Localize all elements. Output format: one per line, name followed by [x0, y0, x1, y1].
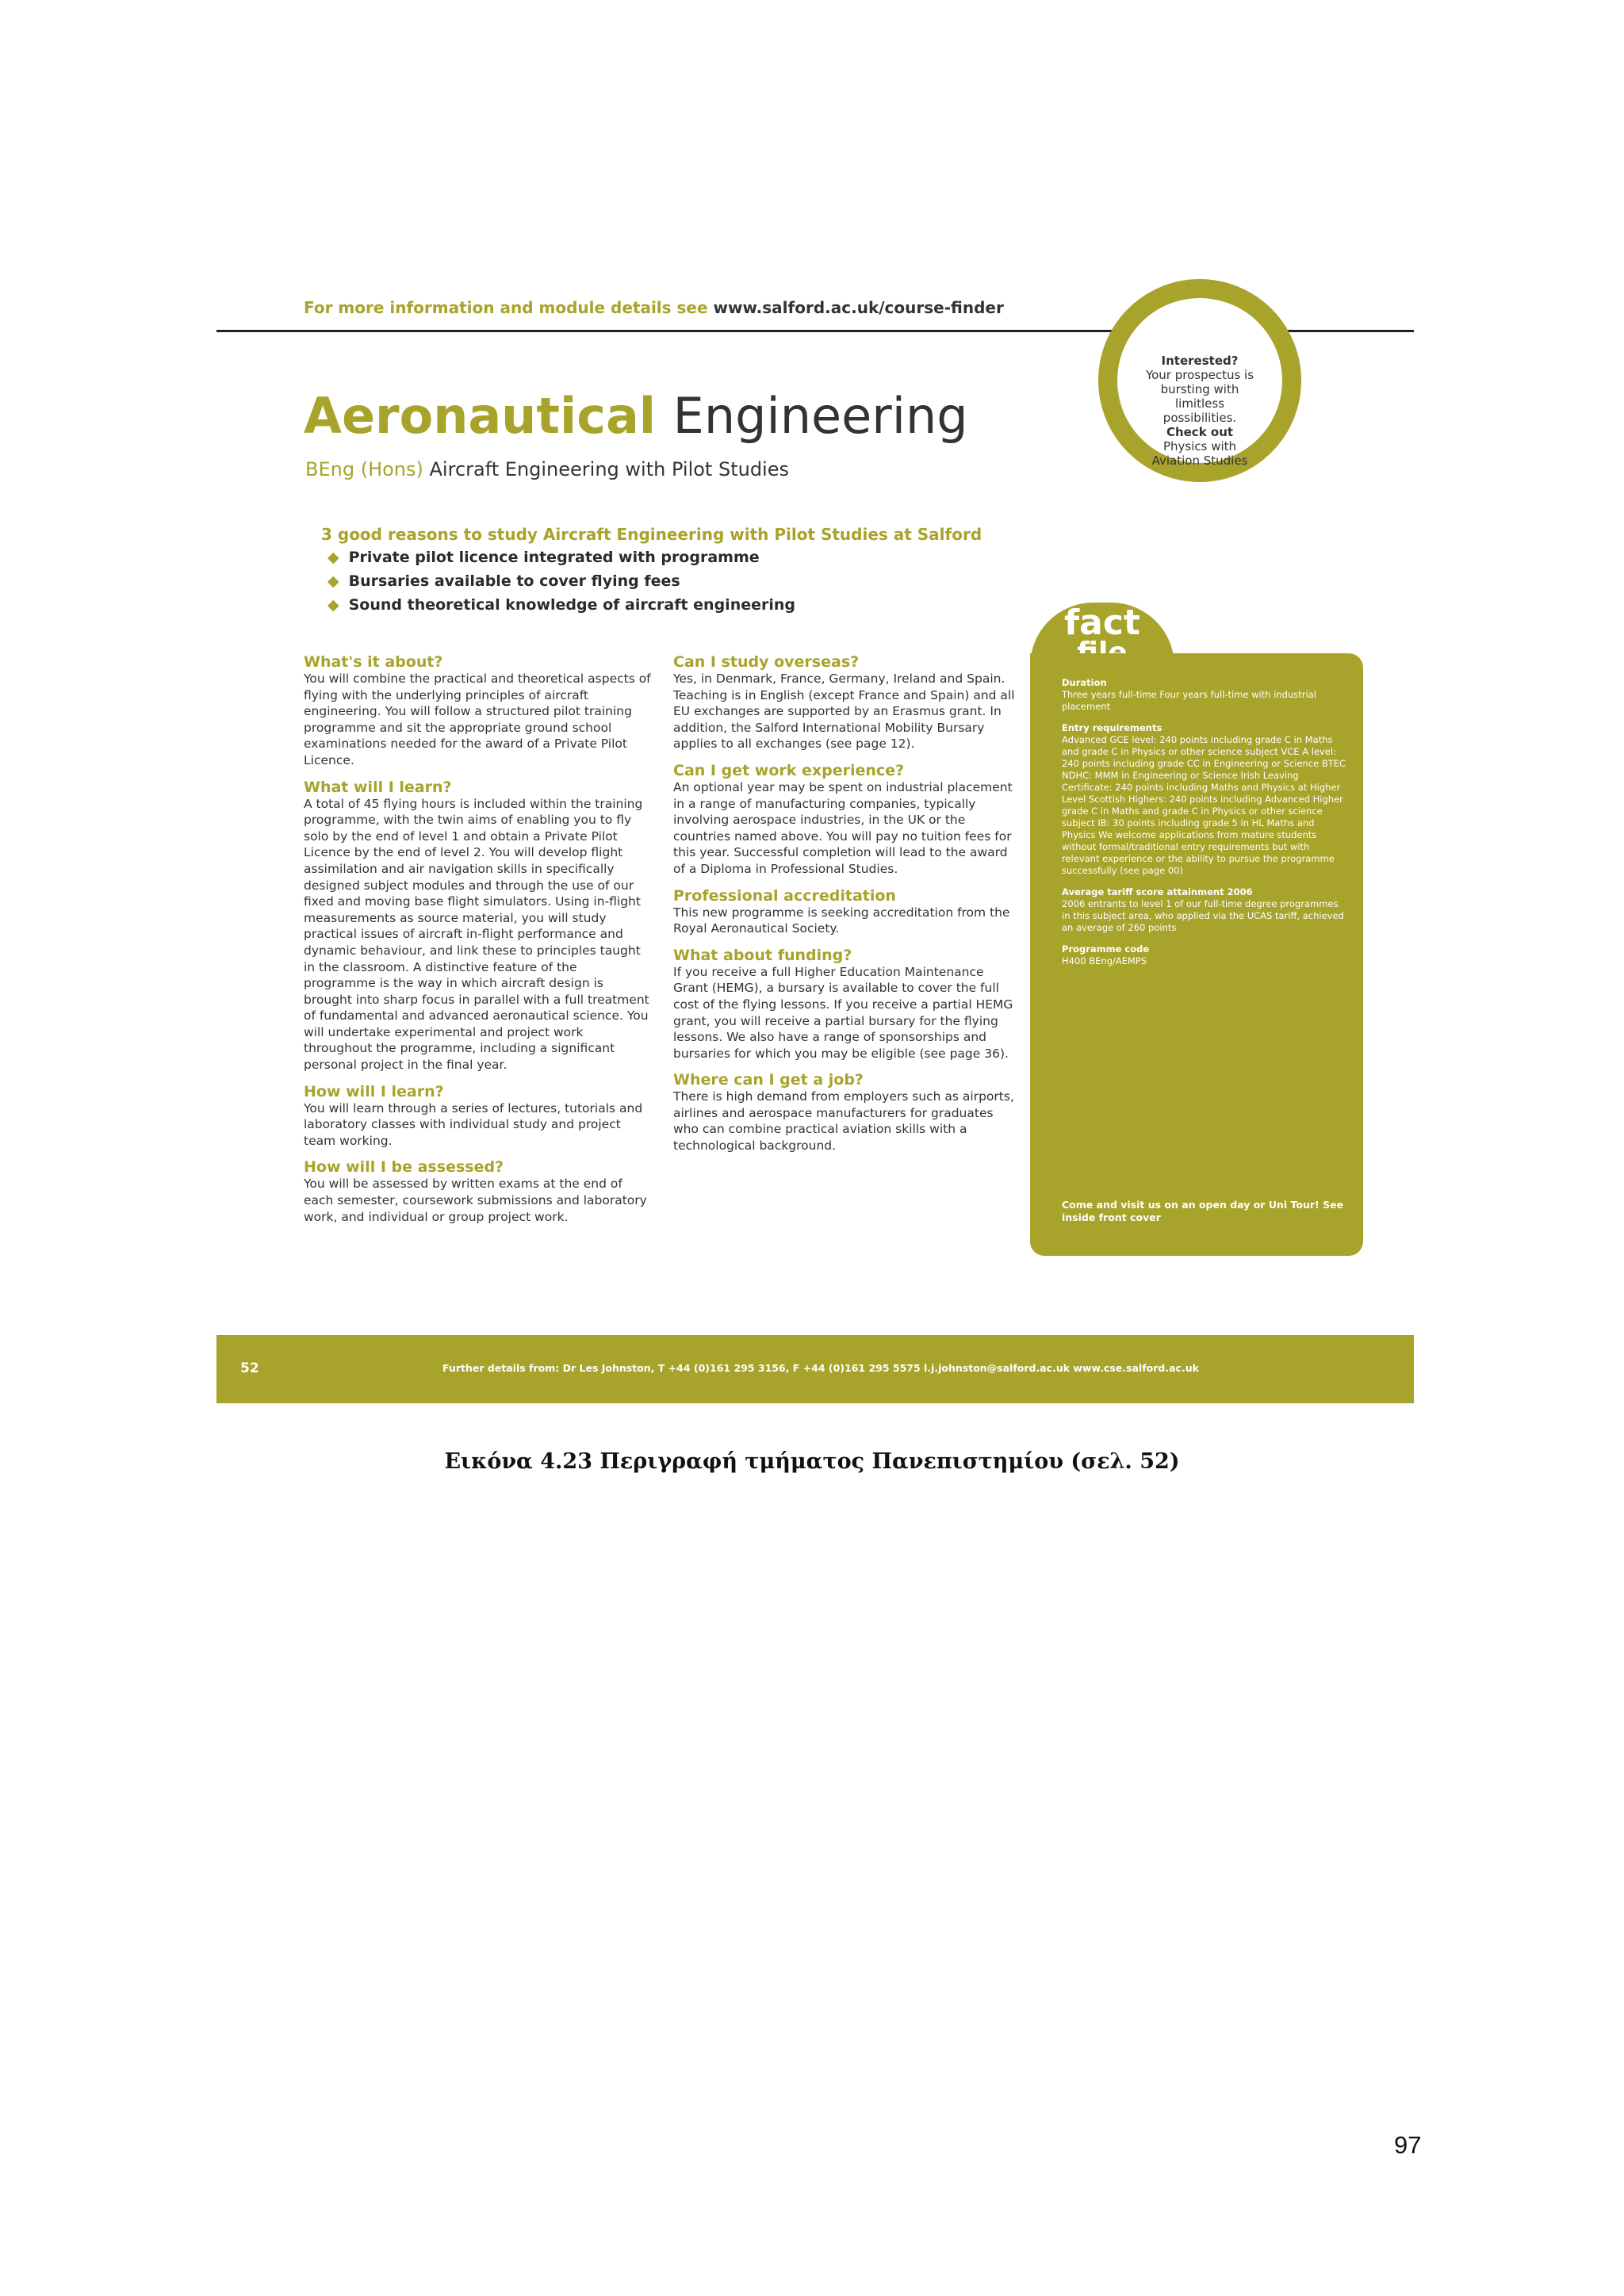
more-info-prefix: For more information and module details see	[304, 298, 714, 317]
section-heading: What about funding?	[673, 946, 852, 964]
section-heading: Where can I get a job?	[673, 1071, 864, 1089]
reason-item	[327, 572, 680, 590]
left-column	[304, 653, 653, 1234]
further-details: Further details from: Dr Les Johnston, T +44 (0)161 295 3156, F +44 (0)161 295 5575 l.j.johnston@salford.ac.uk www.cse.salford.ac.uk	[442, 1362, 1199, 1374]
bullet-icon: ◆	[327, 572, 339, 590]
reason-text: Bursaries available to cover flying fees	[348, 572, 680, 590]
circle-line-3: Check out	[1166, 425, 1234, 439]
section-body: You will learn through a series of lectures, tutorials and laboratory classes with individual study and project team working.	[304, 1100, 643, 1148]
page-number: 97	[1394, 2131, 1422, 2159]
bullet-icon: ◆	[327, 596, 339, 614]
section-heading: What will I learn?	[304, 778, 452, 796]
section-body: You will combine the practical and theoretical aspects of flying with the underlying principles of aircraft engineering. You will follow a structured pilot training programme and sit the appropriate ground school examinations needed for the award of a Private Pilot Licence.	[304, 672, 651, 767]
section-body: Yes, in Denmark, France, Germany, Ireland and Spain. Teaching is in English (except France and Spain) and all EU exchanges are supported by an Erasmus grant. In addition, the Salford International Mobility Bursary applies to all exchanges (see page 12).	[673, 672, 1015, 752]
circle-line-1: Interested?	[1161, 354, 1239, 368]
fact-body: Advanced GCE level: 240 points including grade C in Maths and grade C in Physics or other science subject VCE A level: 240 points including grade CC in Engineering or Science BTEC NDHC: MMM in Engineering or Science Irish Leaving Certificate: 240 points including Maths and Physics at Higher Level Scottish Highers: 240 points including Advanced Higher grade C in Maths and grade C in Physics or other science subject IB: 30 points including grade 5 in HL Maths and Physics We welcome applications from mature students without formal/traditional entry requirements but with relevant experience or the ability to pursue the programme successfully (see page 00)	[1062, 734, 1346, 876]
fact-file-box	[1030, 653, 1363, 1256]
brochure-page-number: 52	[240, 1360, 259, 1376]
figure-caption: Εικόνα 4.23 Περιγραφή τμήματος Πανεπιστημίου (σελ. 52)	[444, 1449, 1180, 1474]
section-heading: What's it about?	[304, 653, 443, 671]
section-body: If you receive a full Higher Education Maintenance Grant (HEMG), a bursary is available to cover the full cost of the flying lessons. If you receive a partial HEMG grant, you will receive a partial bursary for the flying lessons. We also have a range of sponsorships and bursaries for which you may be eligible (see page 36).	[673, 964, 1013, 1061]
section-heading: How will I learn?	[304, 1082, 444, 1100]
fact-heading: Average tariff score attainment 2006	[1062, 886, 1253, 897]
circle-text	[1139, 354, 1260, 468]
reasons-heading: 3 good reasons to study Aircraft Engineering with Pilot Studies at Salford	[321, 525, 982, 544]
fact-word: fact	[1064, 603, 1140, 643]
reason-item	[327, 596, 795, 614]
section-heading: How will I be assessed?	[304, 1158, 504, 1177]
more-info-line	[304, 298, 1004, 317]
footer-bar	[216, 1335, 1414, 1403]
section-heading: Professional accreditation	[673, 886, 896, 905]
interested-circle	[1098, 279, 1301, 482]
circle-line-4: Physics with Aviation Studies	[1151, 439, 1248, 468]
more-info-url[interactable]: www.salford.ac.uk/course-finder	[713, 298, 1004, 317]
right-column	[673, 653, 1022, 1164]
section-body: This new programme is seeking accreditation from the Royal Aeronautical Society.	[673, 905, 1010, 936]
subtitle-part-2: Aircraft Engineering with Pilot Studies	[429, 458, 789, 480]
open-day-note: Come and visit us on an open day or Uni Tour! See inside front cover	[1062, 1199, 1344, 1223]
section-heading: Can I study overseas?	[673, 653, 860, 671]
reason-text: Private pilot licence integrated with programme	[348, 549, 760, 566]
fact-file-content	[1062, 677, 1347, 977]
circle-line-2: Your prospectus is bursting with limitless possibilities.	[1145, 368, 1254, 425]
fact-body: H400 BEng/AEMPS	[1062, 955, 1147, 966]
reason-text: Sound theoretical knowledge of aircraft engineering	[348, 596, 796, 614]
title-part-2: Engineering	[672, 387, 968, 445]
page-title	[304, 387, 968, 445]
bullet-icon: ◆	[327, 549, 339, 566]
reason-item	[327, 549, 760, 566]
brochure-page	[216, 285, 1414, 1405]
section-body: An optional year may be spent on industrial placement in a range of manufacturing companies, typically involving aerospace industries, in the UK or the countries named above. You will pay no tuition fees for this year. Successful completion will lead to the award of a Diploma in Professional Studies.	[673, 779, 1013, 876]
section-body: There is high demand from employers such as airports, airlines and aerospace manufacturers for graduates who can combine practical aviation skills with a technological background.	[673, 1089, 1014, 1154]
fact-body: 2006 entrants to level 1 of our full-time degree programmes in this subject area, who applied via the UCAS tariff, achieved an average of 260 points	[1062, 898, 1344, 933]
section-body: You will be assessed by written exams at the end of each semester, coursework submissions and laboratory work, and individual or group project work.	[304, 1177, 647, 1224]
fact-body: Three years full-time Four years full-time with industrial placement	[1062, 689, 1316, 712]
fact-heading: Duration	[1062, 677, 1107, 688]
subtitle-part-1: BEng (Hons)	[305, 458, 423, 480]
section-body: A total of 45 flying hours is included within the training programme, with the twin aims of enabling you to fly solo by the end of level 1 and obtain a Private Pilot Licence by the end of level 2. You will develop flight assimilation and air navigation skills in specifically designed subject modules and through the use of our fixed and moving base flight simulators. Using in-flight measurements as source material, you will study practical issues of aircraft in-flight performance and dynamic behaviour, and link these to principles taught in the classroom. A distinctive feature of the programme is the way in which aircraft design is brought into sharp focus in parallel with a full treatment of fundamental and advanced aeronautical science. You will undertake experimental and project work throughout the programme, including a significant personal project in the final year.	[304, 796, 649, 1073]
section-heading: Can I get work experience?	[673, 761, 905, 779]
fact-heading: Programme code	[1062, 943, 1150, 955]
page-subtitle	[305, 458, 789, 480]
title-part-1: Aeronautical	[304, 387, 657, 445]
fact-heading: Entry requirements	[1062, 722, 1162, 733]
